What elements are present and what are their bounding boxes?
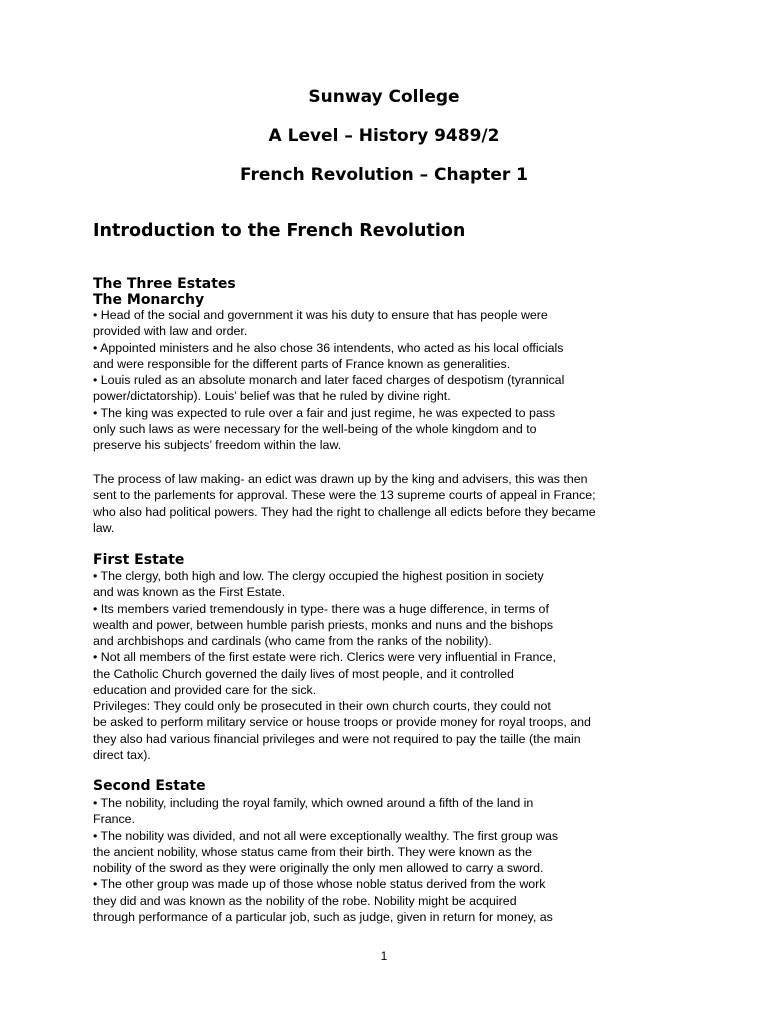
monarchy-line: • Head of the social and government it was his duty to ensure that has people were	[93, 308, 548, 322]
first-estate-line: and was known as the First Estate.	[93, 585, 286, 600]
monarchy-text	[93, 307, 633, 453]
course-title: A Level – History 9489/2	[268, 126, 500, 146]
first-estate-line: education and provided care for the sick.	[93, 682, 317, 697]
second-estate-line: • The other group was made up of those whose noble status derived from the work	[93, 877, 546, 892]
second-estate-line: • The nobility, including the royal family, which owned around a fifth of the land in	[93, 796, 534, 810]
first-estate-heading: First Estate	[93, 552, 185, 568]
first-estate-line: be asked to perform military service or house troops or provide money for royal troops, and	[93, 715, 591, 730]
first-estate-line: wealth and power, between humble parish priests, monks and nuns and the bishops	[93, 617, 554, 632]
monarchy-line: power/dictatorship). Louis’ belief was that he ruled by divine right.	[93, 389, 451, 404]
monarchy-line: • The king was expected to rule over a fair and just regime, he was expected to pass	[93, 405, 556, 420]
law-making-line: The process of law making- an edict was drawn up by the king and advisers, this was then	[93, 472, 588, 486]
law-making-line: who also had political powers. They had the right to challenge all edicts before they became	[93, 504, 596, 519]
second-estate-line: through performance of a particular job, such as judge, given in return for money, as	[93, 909, 553, 924]
second-estate-text	[93, 795, 633, 925]
second-estate-line: the ancient nobility, whose status came from their birth. They were known as the	[93, 844, 532, 859]
first-estate-line: and archbishops and cardinals (who came from the ranks of the nobility).	[93, 634, 492, 648]
first-estate-line: • Not all members of the first estate were rich. Clerics were very influential in France,	[93, 650, 556, 665]
second-estate-line: France.	[93, 812, 136, 827]
monarchy-line: and were responsible for the different parts of France known as generalities.	[93, 356, 511, 371]
page-number: 1	[380, 949, 388, 963]
first-estate-line: direct tax).	[93, 747, 151, 762]
law-making-line: law.	[93, 520, 115, 535]
first-estate-text	[93, 568, 633, 763]
law-making-line: sent to the parlements for approval. These were the 13 supreme courts of appeal in France;	[93, 488, 596, 503]
first-estate-line: the Catholic Church governed the daily lives of most people, and it controlled	[93, 666, 514, 681]
intro-heading: Introduction to the French Revolution	[93, 221, 466, 241]
monarchy-line: • Louis ruled as an absolute monarch and later faced charges of despotism (tyrannical	[93, 373, 565, 387]
first-estate-line: • Its members varied tremendously in type- there was a huge difference, in terms of	[93, 601, 549, 616]
first-estate-line: Privileges: They could only be prosecuted in their own church courts, they could not	[93, 699, 551, 713]
monarchy-line: • Appointed ministers and he also chose 36 intendents, who acted as his local officials	[93, 340, 564, 355]
monarchy-heading: The Monarchy	[93, 292, 205, 308]
monarchy-line: only such laws as were necessary for the well-being of the whole kingdom and to	[93, 421, 537, 436]
chapter-title: French Revolution – Chapter 1	[239, 165, 529, 185]
second-estate-line: • The nobility was divided, and not all were exceptionally wealthy. The first group was	[93, 828, 559, 843]
second-estate-line: nobility of the sword as they were originally the only men allowed to carry a sword.	[93, 861, 544, 875]
second-estate-line: they did and was known as the nobility of the robe. Nobility might be acquired	[93, 893, 517, 908]
monarchy-line: preserve his subjects’ freedom within the law.	[93, 438, 342, 452]
college-name: Sunway College	[308, 87, 460, 107]
second-estate-heading: Second Estate	[93, 778, 206, 794]
law-making-text	[93, 471, 633, 536]
three-estates-heading: The Three Estates	[93, 276, 236, 292]
first-estate-line: they also had various financial privileges and were not required to pay the taille (the main	[93, 731, 581, 746]
monarchy-line: provided with law and order.	[93, 324, 248, 339]
first-estate-line: • The clergy, both high and low. The clergy occupied the highest position in society	[93, 569, 544, 583]
